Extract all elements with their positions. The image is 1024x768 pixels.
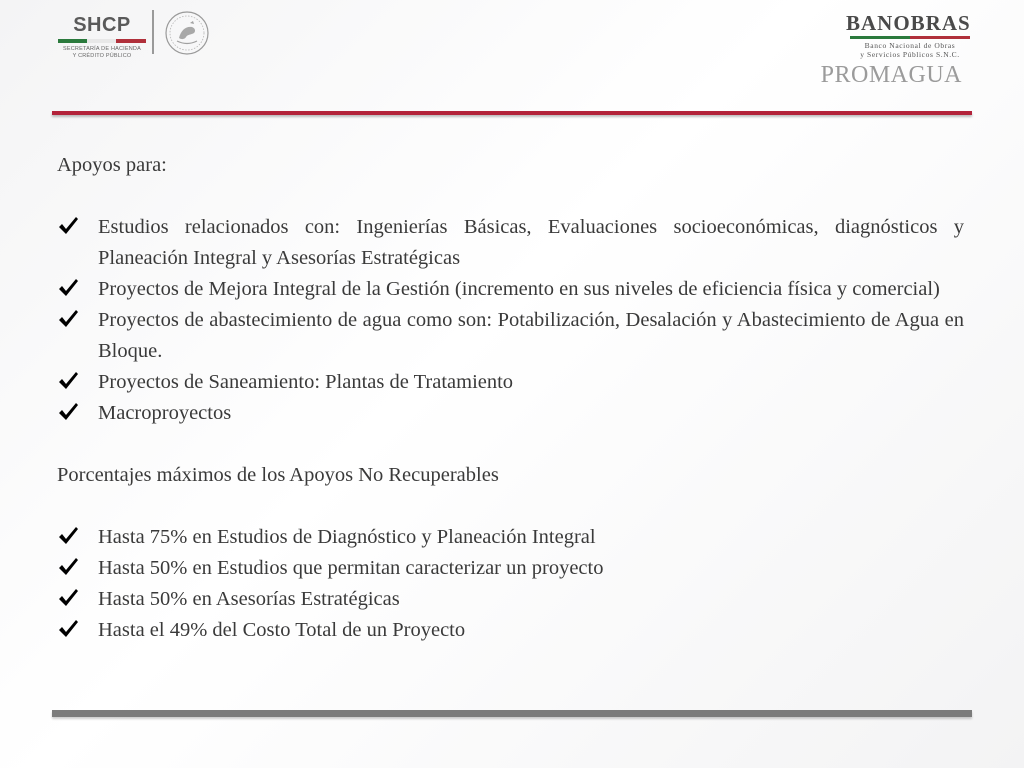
banobras-logo-subtitle-2: y Servicios Públicos S.N.C. — [860, 50, 960, 59]
check-mark-icon — [57, 307, 79, 331]
list-item — [57, 615, 964, 646]
check-mark-icon — [57, 555, 79, 579]
program-title: PROMAGUA — [820, 62, 962, 88]
list-item-text: Proyectos de abastecimiento de agua como son: Potabilización, Desalación y Abastecimiento de Agua en Bloque. — [98, 309, 964, 362]
check-mark-icon — [57, 214, 79, 238]
slide-content — [57, 150, 964, 677]
check-mark-icon — [57, 400, 79, 424]
banobras-logo — [846, 10, 974, 59]
banobras-logo-subtitle-1: Banco Nacional de Obras — [864, 41, 956, 50]
section2-heading: Porcentajes máximos de los Apoyos No Recuperables — [57, 464, 499, 486]
section1-heading: Apoyos para: — [57, 154, 167, 176]
list-item-text: Proyectos de Saneamiento: Plantas de Tratamiento — [98, 371, 514, 393]
support-list — [57, 212, 964, 429]
list-item — [57, 367, 964, 398]
footer-divider — [52, 710, 972, 717]
list-item — [57, 212, 964, 274]
check-mark-icon — [57, 369, 79, 393]
banobras-logo-rule — [850, 36, 970, 39]
list-item — [57, 584, 964, 615]
banobras-logo-name: BANOBRAS — [846, 11, 971, 35]
check-mark-icon — [57, 276, 79, 300]
list-item — [57, 274, 964, 305]
list-item — [57, 522, 964, 553]
list-item — [57, 553, 964, 584]
list-item-text: Hasta 50% en Asesorías Estratégicas — [98, 588, 400, 610]
list-item-text: Hasta 75% en Estudios de Diagnóstico y Planeación Integral — [98, 526, 596, 548]
shcp-logo-subtitle-1: SECRETARÍA DE HACIENDA — [63, 46, 141, 52]
list-item — [57, 398, 964, 429]
check-mark-icon — [57, 524, 79, 548]
shcp-logo-rule — [58, 39, 146, 43]
header-divider — [52, 111, 972, 115]
logo-divider — [152, 10, 154, 54]
list-item-text: Estudios relacionados con: Ingenierías Básicas, Evaluaciones socioeconómicas, diagnósticos y Planeación Integral y Asesorías Estratégicas — [98, 216, 964, 269]
list-item-text: Hasta 50% en Estudios que permitan caracterizar un proyecto — [98, 557, 604, 579]
shcp-logo — [52, 14, 152, 60]
national-seal-icon — [164, 10, 210, 56]
list-item-text: Proyectos de Mejora Integral de la Gestión (incremento en sus niveles de eficiencia física y comercial) — [98, 278, 940, 300]
list-item-text: Hasta el 49% del Costo Total de un Proyecto — [98, 619, 466, 641]
list-item-text: Macroproyectos — [98, 402, 232, 424]
shcp-logo-name: SHCP — [73, 14, 131, 36]
check-mark-icon — [57, 586, 79, 610]
shcp-logo-subtitle-2: Y CRÉDITO PÚBLICO — [72, 53, 132, 59]
list-item — [57, 305, 964, 367]
percentages-list — [57, 522, 964, 646]
check-mark-icon — [57, 617, 79, 641]
